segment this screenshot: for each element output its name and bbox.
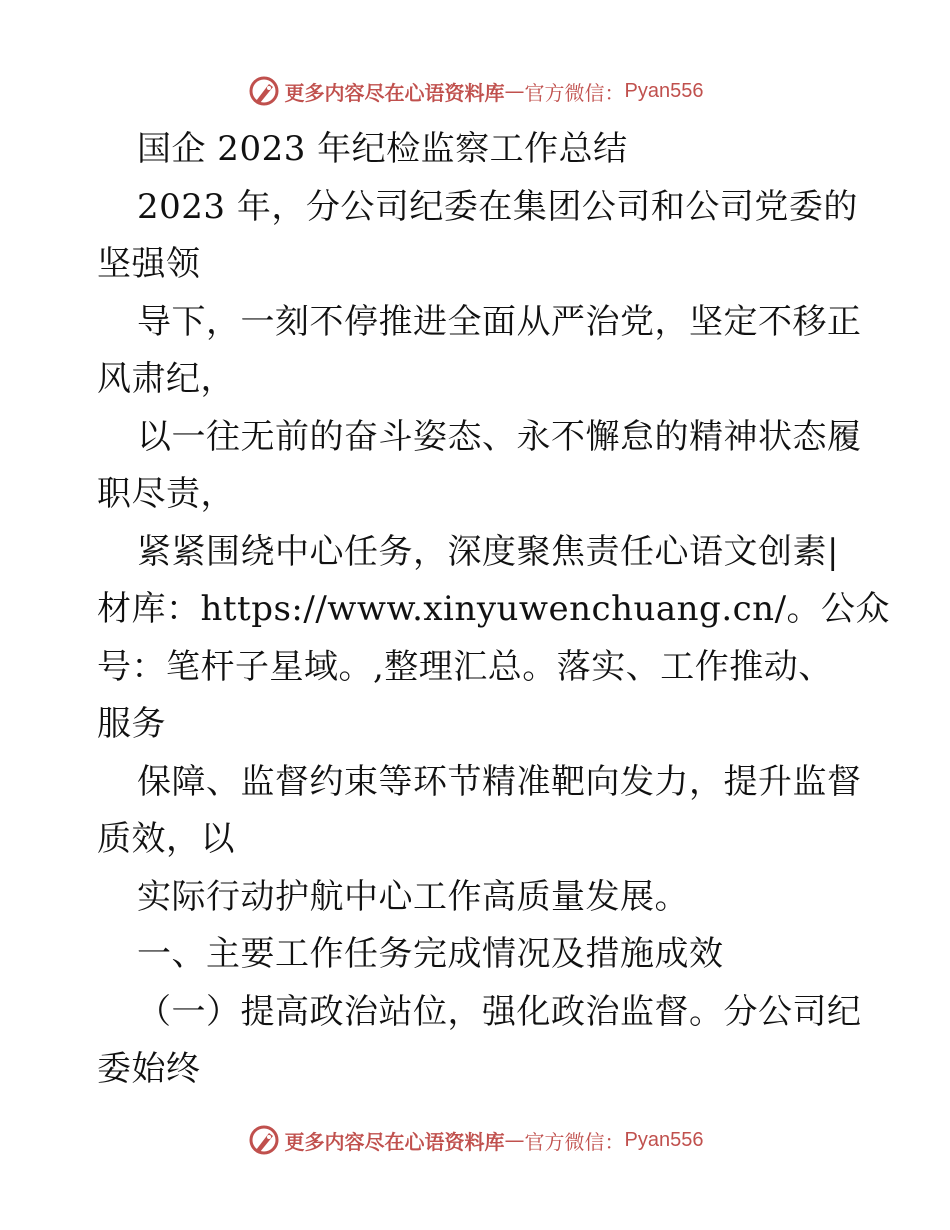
paragraph-line: 保障、监督约束等环节精准靶向发力，提升监督 xyxy=(137,761,862,802)
paragraph-line: 委始终 xyxy=(97,1049,201,1089)
document-body xyxy=(97,121,891,1099)
paragraph-line: 风肃纪， xyxy=(97,359,235,399)
paragraph-line: 实际行动护航中心工作高质量发展。 xyxy=(137,876,689,917)
watermark-wechat-label: 官方微信： xyxy=(524,1129,625,1154)
document-title: 国企 2023 年纪检监察工作总结 xyxy=(137,129,628,169)
pen-nib-logo-icon xyxy=(247,74,281,108)
watermark-wechat-id: Pyan556 xyxy=(624,1128,704,1151)
paragraph-line: 服务 xyxy=(97,704,166,744)
watermark-separator: — xyxy=(504,79,525,103)
section-heading: 一、主要工作任务完成情况及措施成效 xyxy=(137,934,724,974)
paragraph-line: 坚强领 xyxy=(97,244,201,284)
pen-nib-logo-icon xyxy=(247,1123,281,1157)
watermark-brand: 更多内容尽在心语资料库 xyxy=(284,1129,505,1154)
footer-watermark xyxy=(0,1120,950,1160)
watermark-separator: — xyxy=(504,1128,525,1152)
paragraph-line: 以一往无前的奋斗姿态、永不懈怠的精神状态履 xyxy=(137,416,862,457)
watermark-wechat-label: 官方微信： xyxy=(524,80,625,105)
watermark-wechat-id: Pyan556 xyxy=(624,79,704,102)
watermark-brand: 更多内容尽在心语资料库 xyxy=(284,80,505,105)
paragraph-line: 2023 年，分公司纪委在集团公司和公司党委的 xyxy=(137,186,858,227)
paragraph-line: 号：笔杆子星域。,整理汇总。落实、工作推动、 xyxy=(97,646,833,687)
paragraph-line: 紧紧围绕中心任务，深度聚焦责任心语文创素| xyxy=(137,531,839,572)
subsection-heading: （一）提高政治站位，强化政治监督。分公司纪 xyxy=(137,991,862,1032)
header-watermark xyxy=(0,71,950,111)
paragraph-line: 职尽责， xyxy=(97,474,235,514)
paragraph-line: 质效，以 xyxy=(97,819,235,859)
paragraph-line: 导下，一刻不停推进全面从严治党，坚定不移正 xyxy=(137,301,862,342)
paragraph-line: 材库：https://www.xinyuwenchuang.cn/。公众 xyxy=(97,589,891,629)
